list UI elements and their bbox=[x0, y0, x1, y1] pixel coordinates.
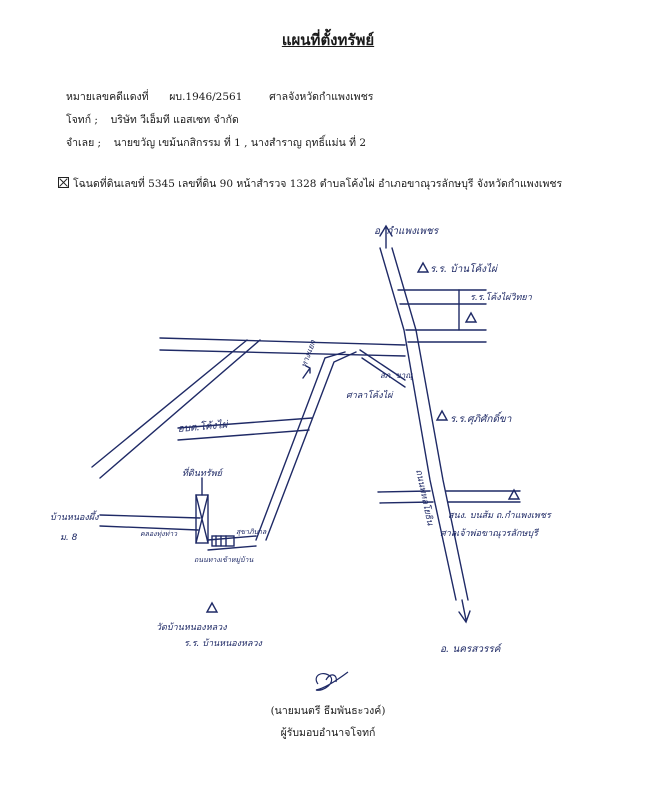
plaintiff-label: โจทก์ ; bbox=[66, 114, 98, 126]
map-label-canal: คลองทุ่งท่าว bbox=[140, 530, 178, 538]
map-label-moo: ม. 8 bbox=[60, 533, 78, 543]
map-label-school-top: ร.ร. บ้านโค้งไผ่ bbox=[430, 264, 497, 275]
map-label-police-branch: สภ. ขาณุ bbox=[380, 371, 413, 380]
defendant-names: นายขวัญ เขม้นกสิกรรม ที่ 1 , นางสำราญ ฤทธิ์แม่น ที่ 2 bbox=[113, 137, 367, 149]
map-label-school-bottom: ร.ร. บ้านหนองหลวง bbox=[184, 639, 262, 649]
map-label-obt: อบต.โค้งไผ่ bbox=[177, 419, 228, 435]
map-label-school-mid: ร.ร.ศุภิศักดิ์ขา bbox=[450, 414, 512, 425]
map-label-office: สนง. บนส้ม ถ.กำแพงเพชร bbox=[448, 511, 551, 521]
map-label-temple-khongphai: ศาลาโค้งไผ่ bbox=[346, 391, 393, 401]
map-label-office2: ศาลเจ้าพ่อขาณุวรลักษบุรี bbox=[440, 529, 538, 539]
highway-road-left bbox=[380, 248, 456, 600]
map-label-soi: ถนนทางเข้าหมู่บ้าน bbox=[194, 556, 254, 564]
map-label-to-north: อ. กำแพงเพชร bbox=[374, 226, 439, 237]
defendant-label: จำเลย ; bbox=[66, 137, 102, 149]
case-number: ผบ.1946/2561 bbox=[169, 91, 243, 103]
map-label-to-south: อ. นครสวรรค์ bbox=[440, 644, 501, 655]
signature-mark bbox=[316, 672, 348, 690]
map-label-temple-bottom: วัดบ้านหนองหลวง bbox=[156, 623, 227, 633]
map-label-road-branch: ทางแยก bbox=[299, 338, 318, 369]
deed-text: โฉนดที่ดินเลขที่ 5345 เลขที่ดิน 90 หน้าสำรวจ 1328 ตำบลโค้งไผ่ อำเภอขาณุวรลักษบุรี จังหวัดกำแพงเพชร bbox=[73, 178, 563, 190]
map-label-sanitary: สุขาภิบาล bbox=[236, 528, 267, 536]
signature-role: ผู้รับมอบอำนาจโจทก์ bbox=[280, 727, 376, 739]
map-label-village: บ้านหนองผึ้ง bbox=[50, 513, 99, 523]
page-title: แผนที่ตั้งทรัพย์ bbox=[281, 31, 375, 49]
case-court: ศาลจังหวัดกำแพงเพชร bbox=[269, 91, 374, 103]
map-label-school-top2: ร.ร.โค้งไผ่วิทยา bbox=[470, 293, 532, 303]
map-label-highway: ถนนพหลโยธิน bbox=[413, 468, 435, 527]
map-label-property: ที่ดินทรัพย์ bbox=[182, 469, 222, 479]
signature-name: (นายมนตรี ธีมพันธะวงค์) bbox=[270, 705, 386, 717]
plaintiff-name: บริษัท วีเอ็มที แอสเซท จำกัด bbox=[110, 114, 239, 126]
case-label: หมายเลขคดีแดงที่ bbox=[66, 91, 149, 103]
